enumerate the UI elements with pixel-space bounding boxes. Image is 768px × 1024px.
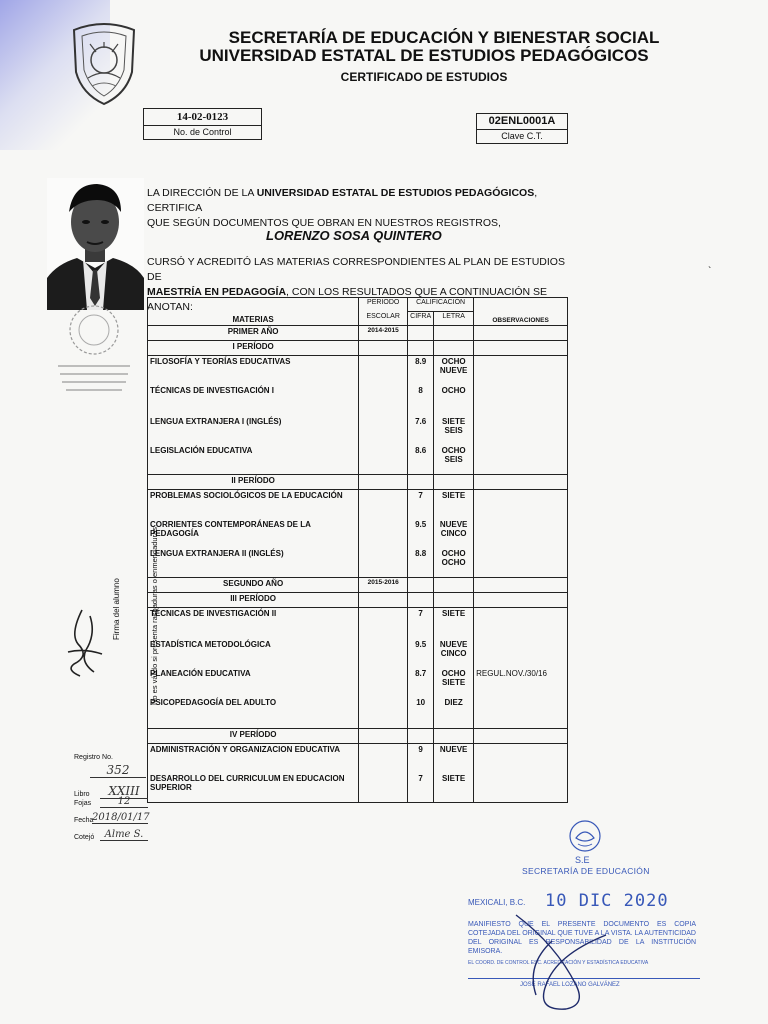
section-letra	[434, 475, 474, 490]
header-calificacion: CALIFICACIÓN	[408, 298, 474, 312]
subject-name: TÉCNICAS DE INVESTIGACIÓN II	[148, 608, 359, 640]
header-periodo-bottom: ESCOLAR	[359, 312, 408, 326]
table-subject-row	[148, 608, 568, 640]
section-obs	[474, 578, 568, 593]
table-section-row	[148, 729, 568, 744]
section-label: II PERÍODO	[148, 475, 359, 490]
fojas-label: Fojas	[74, 800, 92, 807]
subject-periodo	[359, 385, 408, 416]
registro-value: 352	[90, 763, 146, 778]
table-subject-row	[148, 697, 568, 729]
control-number-value: 14-02-0123	[143, 108, 262, 126]
subject-cifra: 7	[408, 773, 434, 803]
registro-label: Registro No.	[74, 754, 113, 761]
subject-letra: NUEVE	[434, 744, 474, 774]
subject-name: LENGUA EXTRANJERA I (INGLÉS)	[148, 416, 359, 445]
subject-letra: SIETE	[434, 608, 474, 640]
table-subject-row	[148, 548, 568, 578]
section-obs	[474, 593, 568, 608]
header-observaciones: OBSERVACIONES	[474, 298, 568, 326]
validity-caption: No es válido si presenta raspaduras o enmendaduras	[150, 526, 159, 705]
table-subject-row	[148, 490, 568, 520]
section-periodo	[359, 593, 408, 608]
section-letra	[434, 729, 474, 744]
table-section-row	[148, 341, 568, 356]
subject-cifra: 8.6	[408, 445, 434, 475]
subject-observaciones	[474, 445, 568, 475]
student-signature	[60, 604, 110, 684]
subject-letra: OCHO	[434, 385, 474, 416]
section-cifra	[408, 593, 434, 608]
subject-periodo	[359, 548, 408, 578]
subject-observaciones	[474, 416, 568, 445]
table-subject-row	[148, 744, 568, 774]
fojas-value: 12	[100, 796, 148, 808]
subject-periodo	[359, 416, 408, 445]
subject-periodo	[359, 445, 408, 475]
section-periodo: 2015-2016	[359, 578, 408, 593]
subject-observaciones	[474, 519, 568, 548]
header-universidad: UNIVERSIDAD ESTATAL DE ESTUDIOS PEDAGÓGICOS	[199, 46, 649, 65]
subject-letra: SIETE	[434, 490, 474, 520]
subject-cifra: 8.7	[408, 668, 434, 697]
table-subject-row	[148, 668, 568, 697]
stamp-dept: EL COORD. DE CONTROL ESC. ACREDITACIÓN Y ESTADÍSTICA EDUCATIVA	[468, 960, 649, 966]
control-number-label: No. de Control	[143, 125, 262, 140]
cotejo-value: Alme S.	[100, 829, 148, 841]
subject-name: FILOSOFÍA Y TEORÍAS EDUCATIVAS	[148, 356, 359, 386]
subject-name: PSICOPEDAGOGÍA DEL ADULTO	[148, 697, 359, 729]
section-cifra	[408, 326, 434, 341]
table-header-row-1	[148, 298, 568, 312]
section-obs	[474, 729, 568, 744]
section-cifra	[408, 578, 434, 593]
section-letra	[434, 326, 474, 341]
subject-observaciones	[474, 697, 568, 729]
intro-paragraph	[147, 186, 572, 231]
header-secretaria: SECRETARÍA DE EDUCACIÓN Y BIENESTAR SOCIAL	[228, 28, 660, 47]
table-subject-row	[148, 445, 568, 475]
official-signature	[496, 905, 616, 1015]
table-section-row	[148, 578, 568, 593]
section-letra	[434, 593, 474, 608]
table-subject-row	[148, 385, 568, 416]
subject-name: LENGUA EXTRANJERA II (INGLÉS)	[148, 548, 359, 578]
subject-letra: SIETE	[434, 773, 474, 803]
clave-ct-label: Clave C.T.	[476, 129, 568, 144]
subject-periodo	[359, 697, 408, 729]
subject-letra: DIEZ	[434, 697, 474, 729]
table-subject-row	[148, 773, 568, 803]
stamp-date: 10 DIC 2020	[545, 891, 669, 911]
stamp-signer: JOSÉ RAFAEL LOZANO GALVÁNEZ	[520, 982, 620, 988]
libro-value: XXIII	[100, 784, 148, 799]
table-subject-row	[148, 519, 568, 548]
subject-cifra: 9.5	[408, 639, 434, 668]
section-periodo: 2014-2015	[359, 326, 408, 341]
section-cifra	[408, 341, 434, 356]
stamp-text: MANIFIESTO QUE EL PRESENTE DOCUMENTO ES COPIA COTEJADA DEL ORIGINAL QUE TUVE A LA VISTA. LA AUTENTICIDAD DEL ORIGINAL ES RESPONSABILIDAD DE LA INSTITUCIÓN EMISORA.	[468, 921, 696, 955]
section-label: PRIMER AÑO	[148, 326, 359, 341]
table-section-row	[148, 326, 568, 341]
subject-letra: NUEVE CINCO	[434, 639, 474, 668]
se-eagle-emblem	[566, 818, 604, 854]
subject-letra: OCHO OCHO	[434, 548, 474, 578]
stamp-city: MEXICALI, B.C.	[468, 898, 526, 907]
subject-cifra: 7	[408, 608, 434, 640]
subject-observaciones	[474, 490, 568, 520]
subject-name: CORRIENTES CONTEMPORÁNEAS DE LA PEDAGOGÍA	[148, 519, 359, 548]
subject-periodo	[359, 519, 408, 548]
section-label: I PERÍODO	[148, 341, 359, 356]
program-text-suffix: , CON LOS RESULTADOS QUE A CONTINUACIÓN SE ANOTAN:	[147, 286, 548, 313]
subject-cifra: 8	[408, 385, 434, 416]
subject-periodo	[359, 773, 408, 803]
subject-observaciones	[474, 744, 568, 774]
section-letra	[434, 578, 474, 593]
section-cifra	[408, 729, 434, 744]
school-stamp-left	[54, 304, 136, 404]
program-name: MAESTRÍA EN PEDAGOGÍA	[147, 286, 287, 298]
stray-mark: `	[708, 266, 712, 277]
subject-observaciones	[474, 548, 568, 578]
subject-observaciones	[474, 608, 568, 640]
section-cifra	[408, 475, 434, 490]
clave-ct-value: 02ENL0001A	[476, 113, 568, 130]
student-photo	[47, 178, 144, 310]
grades-table	[147, 297, 568, 803]
subject-name: DESARROLLO DEL CURRICULUM EN EDUCACION SUPERIOR	[148, 773, 359, 803]
subject-letra: OCHO NUEVE	[434, 356, 474, 386]
header-certificado: CERTIFICADO DE ESTUDIOS	[340, 70, 508, 84]
subject-cifra: 9	[408, 744, 434, 774]
subject-periodo	[359, 608, 408, 640]
subject-letra: OCHO SEIS	[434, 445, 474, 475]
section-letra	[434, 341, 474, 356]
section-periodo	[359, 475, 408, 490]
intro-text-prefix: LA DIRECCIÓN DE LA	[147, 187, 257, 199]
section-obs	[474, 475, 568, 490]
subject-cifra: 7.6	[408, 416, 434, 445]
section-label: IV PERÍODO	[148, 729, 359, 744]
subject-name: PLANEACIÓN EDUCATIVA	[148, 668, 359, 697]
subject-cifra: 8.8	[408, 548, 434, 578]
se-secretaria-text: SECRETARÍA DE EDUCACIÓN	[522, 866, 650, 876]
section-label: III PERÍODO	[148, 593, 359, 608]
subject-letra: NUEVE CINCO	[434, 519, 474, 548]
header-letra: LETRA	[434, 312, 474, 326]
subject-observaciones: REGUL.NOV./30/16	[474, 668, 568, 697]
subject-observaciones	[474, 385, 568, 416]
table-section-row	[148, 475, 568, 490]
subject-observaciones	[474, 639, 568, 668]
table-subject-row	[148, 639, 568, 668]
subject-periodo	[359, 490, 408, 520]
subject-name: LEGISLACIÓN EDUCATIVA	[148, 445, 359, 475]
section-periodo	[359, 729, 408, 744]
subject-cifra: 9.5	[408, 519, 434, 548]
header-materias: MATERIAS	[148, 298, 359, 326]
intro-text-suffix: , CERTIFICA	[147, 187, 538, 214]
subject-cifra: 8.9	[408, 356, 434, 386]
subject-observaciones	[474, 773, 568, 803]
subject-name: ADMINISTRACIÓN Y ORGANIZACION EDUCATIVA	[148, 744, 359, 774]
table-subject-row	[148, 416, 568, 445]
section-obs	[474, 326, 568, 341]
grades-table-body	[148, 298, 568, 803]
subject-letra: OCHO SIETE	[434, 668, 474, 697]
firma-caption: Firma del alumno	[112, 578, 121, 640]
subject-periodo	[359, 639, 408, 668]
subject-observaciones	[474, 356, 568, 386]
subject-letra: SIETE SEIS	[434, 416, 474, 445]
program-text-line1: CURSÓ Y ACREDITÓ LAS MATERIAS CORRESPONDIENTES AL PLAN DE ESTUDIOS DE	[147, 256, 565, 283]
table-section-row	[148, 593, 568, 608]
subject-periodo	[359, 744, 408, 774]
fecha-value: 2018/01/17	[92, 812, 150, 823]
header-periodo-top: PERIODO	[359, 298, 408, 312]
subject-periodo	[359, 356, 408, 386]
section-periodo	[359, 341, 408, 356]
subject-name: TÉCNICAS DE INVESTIGACIÓN I	[148, 385, 359, 416]
cotejo-label: Cotejó	[74, 834, 95, 841]
subject-name: PROBLEMAS SOCIOLÓGICOS DE LA EDUCACIÓN	[148, 490, 359, 520]
section-obs	[474, 341, 568, 356]
intro-text-line2: QUE SEGÚN DOCUMENTOS QUE OBRAN EN NUESTROS REGISTROS,	[147, 217, 501, 229]
se-abbrev: S.E	[575, 855, 590, 865]
table-subject-row	[148, 356, 568, 386]
student-name: LORENZO SOSA QUINTERO	[266, 228, 442, 243]
fecha-label: Fecha	[74, 817, 94, 824]
intro-university-name: UNIVERSIDAD ESTATAL DE ESTUDIOS PEDAGÓGICOS	[256, 187, 535, 199]
section-label: SEGUNDO AÑO	[148, 578, 359, 593]
subject-cifra: 7	[408, 490, 434, 520]
header-cifra: CIFRA	[408, 312, 434, 326]
subject-name: ESTADÍSTICA METODOLÓGICA	[148, 639, 359, 668]
subject-periodo	[359, 668, 408, 697]
subject-cifra: 10	[408, 697, 434, 729]
libro-label: Libro	[74, 791, 90, 798]
